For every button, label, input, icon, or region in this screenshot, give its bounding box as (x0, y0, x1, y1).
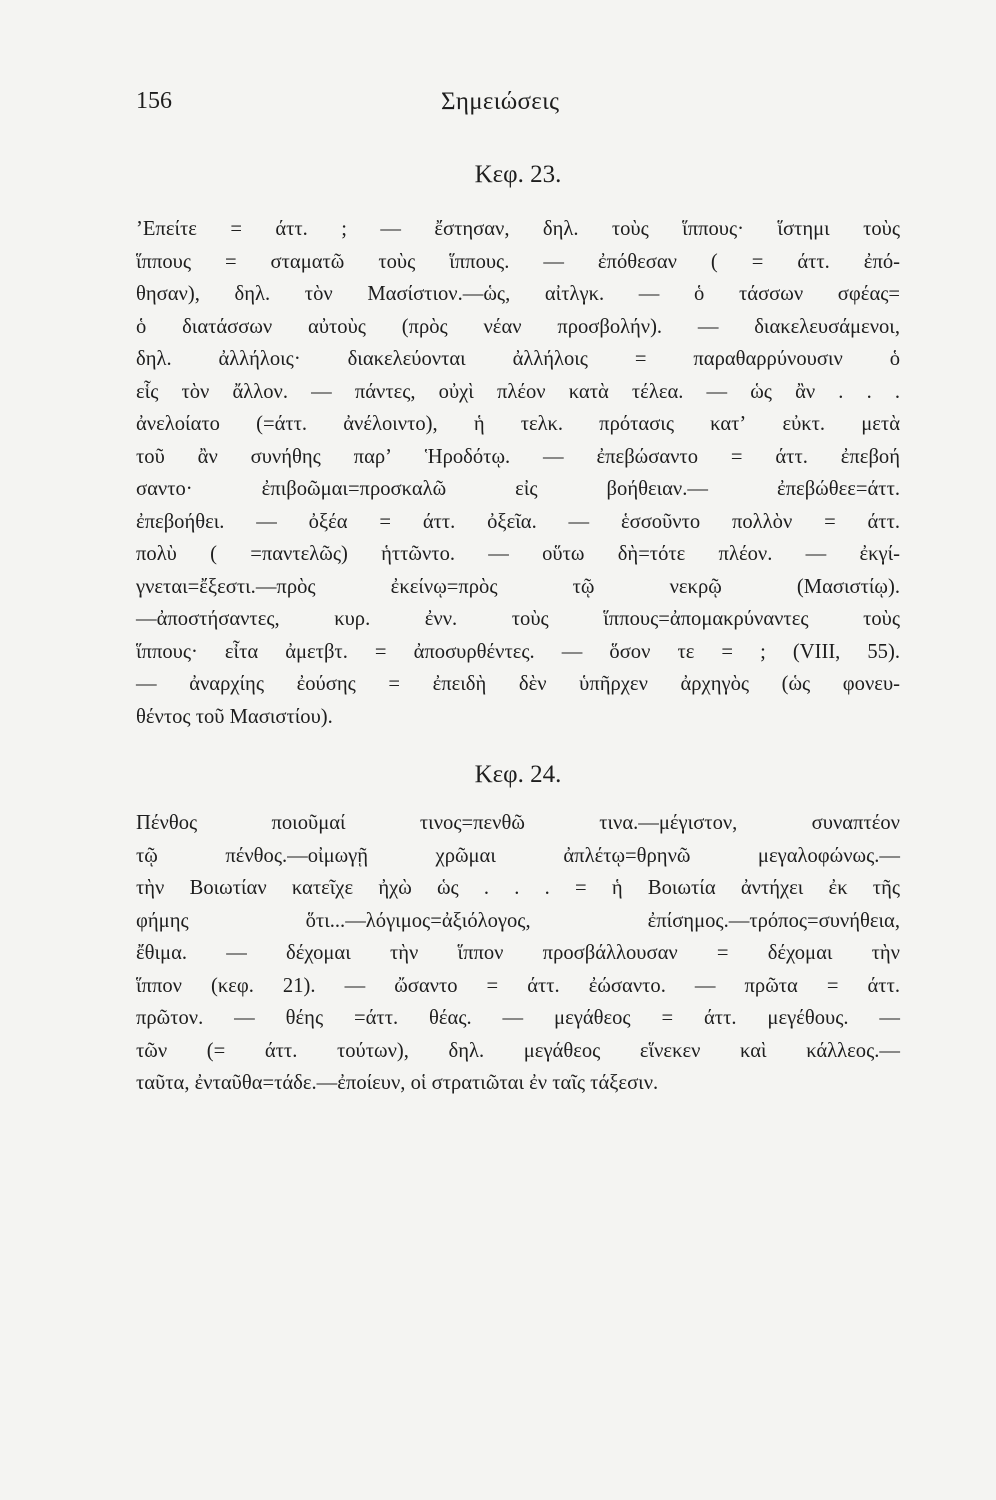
note-line: φήμης ὅτι...—λόγιμος=ἀξιόλογος, ἐπίσημος.—τρόπος=συνήθεια, (136, 909, 900, 932)
note-line: δηλ. ἀλλήλοις· διακελεύονται ἀλλήλοις = παραθαρρύνουσιν ὁ (136, 348, 900, 370)
page (136, 78, 900, 1100)
note-line: πολὺ ( =παντελῶς) ἡττῶντο. — οὕτω δὴ=τότε πλέον. — ἐκγί- (136, 543, 900, 565)
note-line: —ἀποστήσαντες, κυρ. ἐνν. τοὺς ἵππους=ἀπομακρύναντες τοὺς (136, 608, 900, 630)
chapter-24-notes (136, 807, 900, 1100)
note-line: θέντος τοῦ Μασιστίου). (136, 705, 333, 728)
note-line: τοῦ ἂν συνήθης παρʼ Ἡροδότῳ. — ἐπεβώσαντο = άττ. ἐπεβοή (136, 445, 900, 468)
note-line: Πένθος ποιοῦμαί τινος=πενθῶ τινα.—μέγιστον, συναπτέον (136, 812, 900, 834)
note-line: ἐπεβοήθει. — ὀξέα = άττ. ὀξεῖα. — ἑσσοῦντο πολλὸν = άττ. (136, 510, 900, 533)
note-line: — ἀναρχίης ἐούσης = ἐπειδὴ δὲν ὑπῆρχεν ἀρχηγὸς (ὡς φονευ- (136, 673, 900, 695)
chapter-24-heading: Κεφ. 24. (474, 761, 562, 788)
chapter-23-notes (136, 213, 900, 733)
note-line: τὴν Βοιωτίαν κατεῖχε ἠχὼ ὡς . . . = ἡ Βοιωτία ἀντήχει ἐκ τῆς (136, 877, 900, 899)
note-line: ὁ διατάσσων αὐτοὺς (πρὸς νέαν προσβολήν). — διακελευσάμενοι, (136, 315, 900, 338)
running-title: Σημειώσεις (441, 88, 560, 115)
note-line: θησαν), δηλ. τὸν Μασίστιον.—ὡς, αἰτλγκ. — ὁ τάσσων σφέας= (136, 283, 900, 305)
page-number: 156 (136, 88, 172, 114)
note-line: τῶν (= άττ. τούτων), δηλ. μεγάθεος εἵνεκεν καὶ κάλλεος.— (136, 1039, 900, 1062)
note-line: εἷς τὸν ἄλλον. — πάντες, οὐχὶ πλέον κατὰ τέλεα. — ὡς ἂν . . . (136, 380, 900, 403)
note-line: ἵππους· εἶτα ἀμετβτ. = ἀποσυρθέντες. — ὅσον τε = ; (VIII, 55). (136, 640, 900, 663)
page-header (136, 78, 900, 128)
note-line: ἵππους = σταματῶ τοὺς ἵππους. — ἐπόθεσαν ( = άττ. ἐπό- (136, 250, 900, 273)
note-line: ἀνελοίατο (=άττ. ἀνέλοιντο), ἡ τελκ. πρότασις κατʼ εὐκτ. μετὰ (136, 413, 900, 435)
note-line: γνεται=ἔξεστι.—πρὸς ἐκείνῳ=πρὸς τῷ νεκρῷ (Μασιστίῳ). (136, 575, 900, 598)
note-line: σαντο· ἐπιβοῶμαι=προσκαλῶ εἰς βοήθειαν.— ἐπεβώθεε=άττ. (136, 478, 900, 500)
note-line: ταῦτα, ἐνταῦθα=τάδε.—ἐποίευν, οἱ στρατιῶται ἐν ταῖς τάξεσιν. (136, 1072, 659, 1094)
chapter-23-heading: Κεφ. 23. (474, 161, 562, 188)
note-line: ʼΕπείτε = άττ. ; — ἔστησαν, δηλ. τοὺς ἵππους· ἵστημι τοὺς (136, 218, 900, 240)
note-line: ἵππον (κεφ. 21). — ὤσαντο = άττ. ἐώσαντο. — πρῶτα = άττ. (136, 974, 900, 997)
note-line: ἔθιμα. — δέχομαι τὴν ἵππον προσβάλλουσαν = δέχομαι τὴν (136, 942, 900, 964)
note-line: πρῶτον. — θέης =άττ. θέας. — μεγάθεος = άττ. μεγέθους. — (136, 1007, 900, 1029)
note-line: τῷ πένθος.—οἰμωγῇ χρῶμαι ἀπλέτῳ=θρηνῶ μεγαλοφώνως.— (136, 844, 900, 867)
